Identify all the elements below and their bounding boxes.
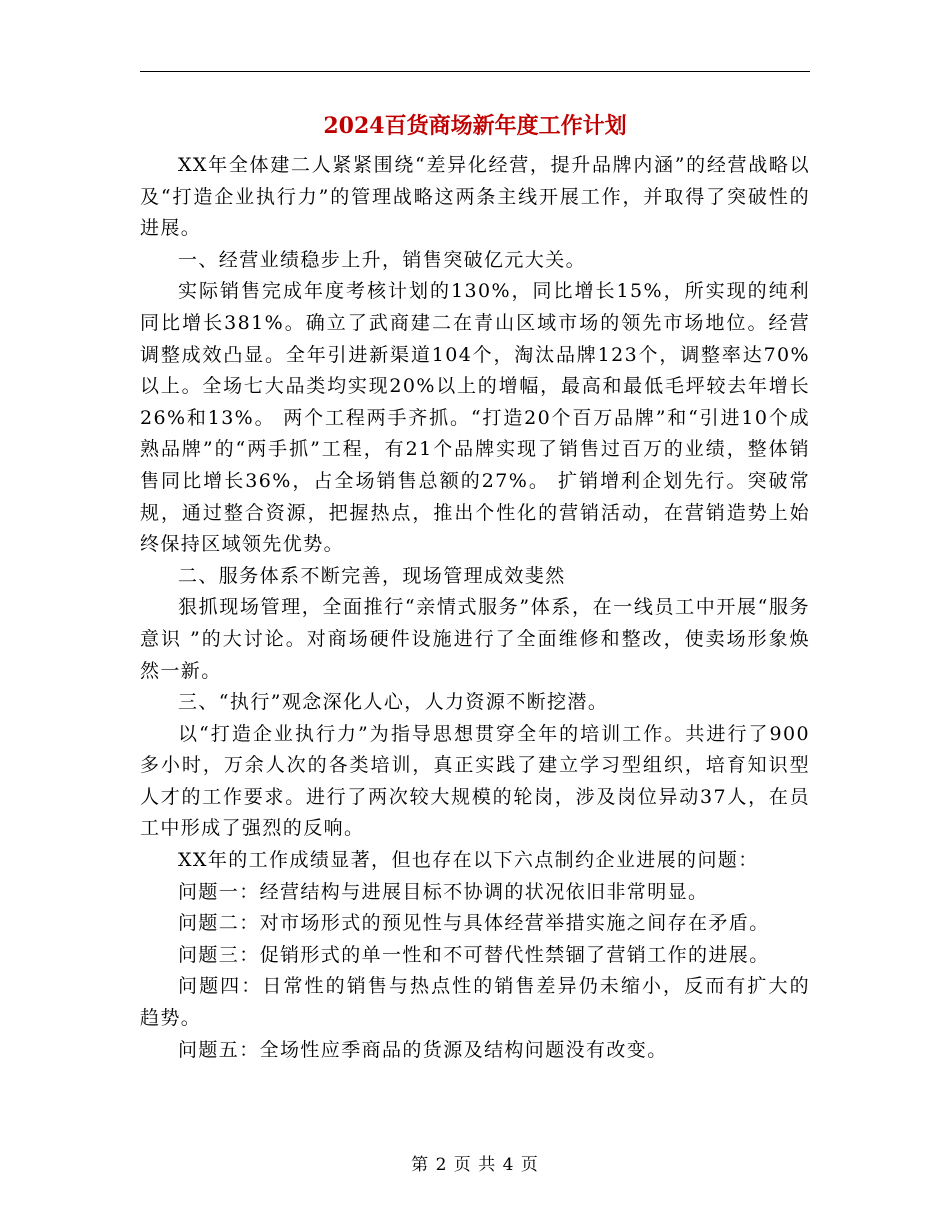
paragraph: XX年的工作成绩显著，但也存在以下六点制约企业进展的问题： <box>178 849 759 872</box>
paragraph: 以“打造企业执行力”为指导思想贯穿全年的培训工作。共进行了900多小时，万余人次的各类培训，真正实践了建立学习型组织，培育知识型人才的工作要求。进行了两次较大规模的轮岗，涉及岗位异动37人，在员工中形成了强烈的反响。 <box>140 722 810 840</box>
paragraph: 问题五：全场性应季商品的货源及结构问题没有改变。 <box>178 1038 668 1061</box>
paragraph: 三、“执行”观念深化人心，人力资源不断挖潜。 <box>178 691 609 714</box>
document-body <box>140 150 810 1066</box>
page-footer <box>140 1153 810 1177</box>
paragraph: 问题四：日常性的销售与热点性的销售差异仍未缩小，反而有扩大的趋势。 <box>140 975 810 1030</box>
paragraph: 问题三：促销形式的单一性和不可替代性禁锢了营销工作的进展。 <box>178 943 770 966</box>
paragraph: 一、经营业绩稳步上升，销售突破亿元大关。 <box>178 248 587 271</box>
page-number: 第 2 页 共 4 页 <box>411 1155 539 1175</box>
paragraph: XX年全体建二人紧紧围绕“差异化经营，提升品牌内涵”的经营战略以及“打造企业执行力”的管理战略这两条主线开展工作，并取得了突破性的进展。 <box>140 154 810 240</box>
paragraph: 问题二：对市场形式的预见性与具体经营举措实施之间存在矛盾。 <box>178 912 770 935</box>
paragraph: 实际销售完成年度考核计划的130%，同比增长15%，所实现的纯利同比增长381%。确立了武商建二在青山区域市场的领先市场地位。经营调整成效凸显。全年引进新渠道104个，淘汰品牌123个，调整率达70%以上。全场七大品类均实现20%以上的增幅，最高和最低毛坪较去年增长 26%和13%。 两个工程两手齐抓。“打造20个百万品牌”和“引进10个成熟品牌”的“两手抓”工程，有21个品牌实现了销售过百万的业绩，整体销售同比增长36%，占全场销售总额的27%。 扩销增利企划先行。突破常规，通过整合资源，把握热点，推出个性化的营销活动，在营销造势上始终保持区域领先优势。 <box>140 280 810 556</box>
paragraph: 二、服务体系不断完善，现场管理成效斐然 <box>178 564 566 587</box>
header-rule <box>140 71 810 72</box>
paragraph: 狠抓现场管理，全面推行“亲情式服务”体系，在一线员工中开展“服务意识 ”的大讨论。对商场硬件设施进行了全面维修和整改，使卖场形象焕然一新。 <box>140 596 810 682</box>
paragraph: 问题一：经营结构与进展目标不协调的状况依旧非常明显。 <box>178 880 709 903</box>
document-title: 2024百货商场新年度工作计划 <box>323 113 627 139</box>
